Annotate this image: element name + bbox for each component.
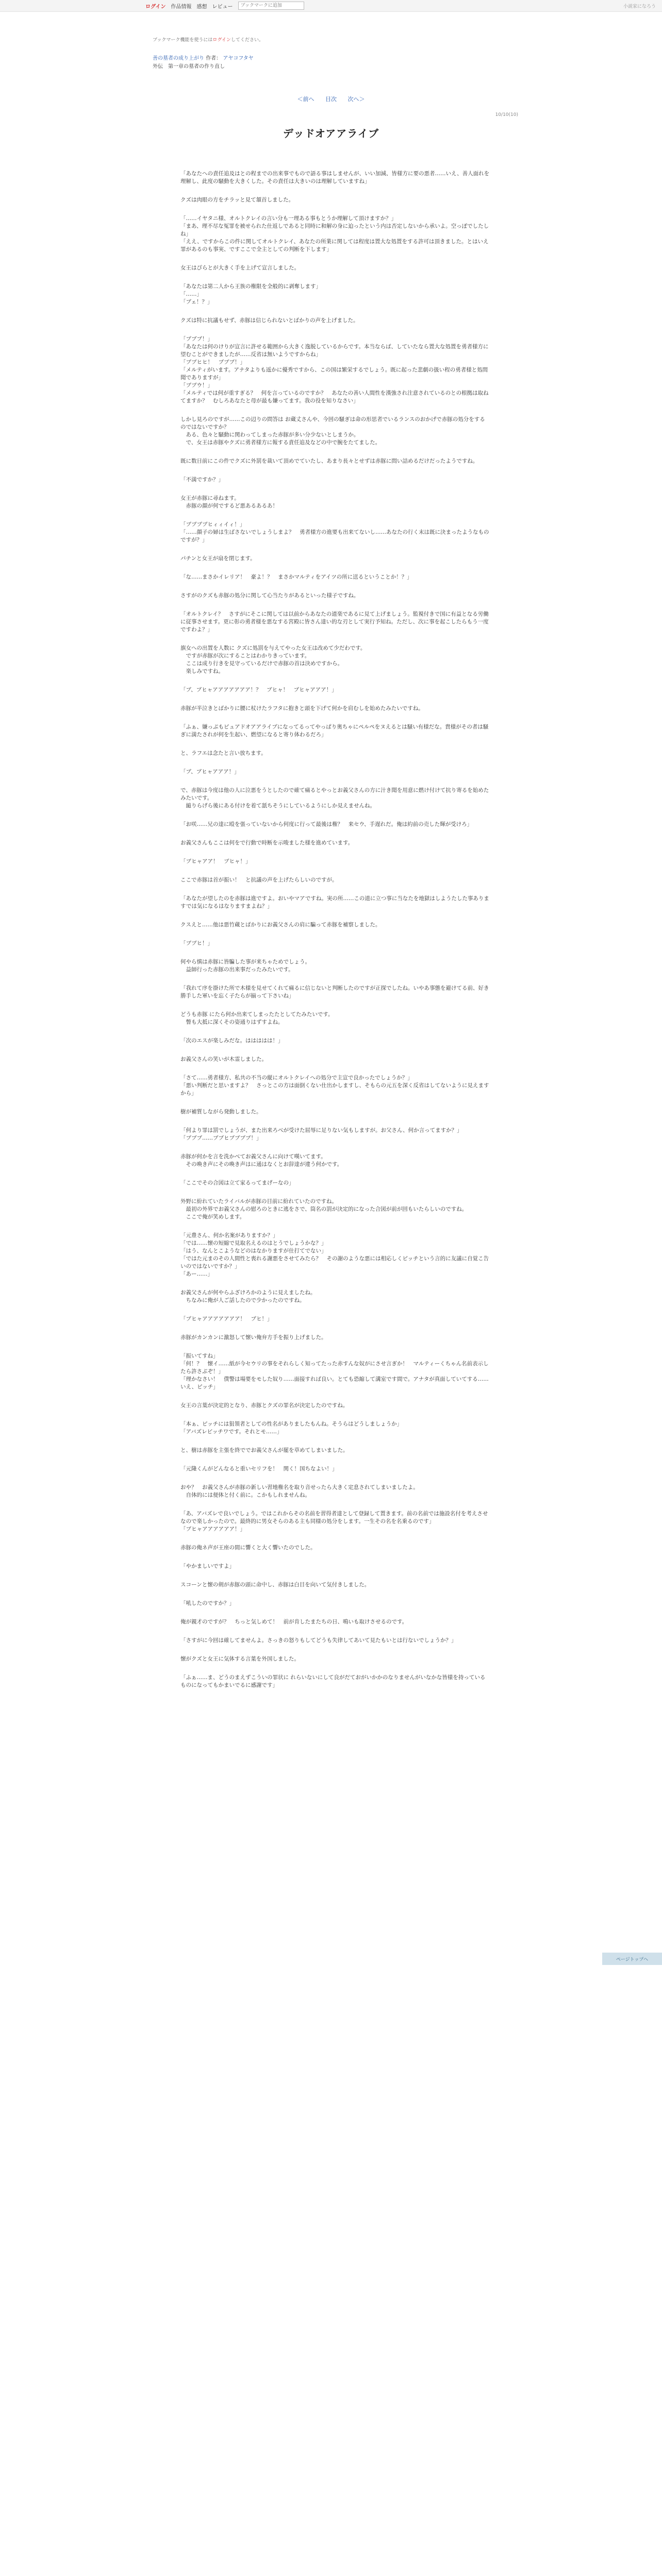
paragraph: ここで赤豚は首が振い！ と抗議の声を上げたらしいのですが。: [180, 877, 338, 883]
paragraph: パチンと女王が扇を閉じます。: [180, 555, 256, 562]
paragraph: 「ブヒャアア！ ブヒャ！」: [180, 858, 251, 865]
login-link[interactable]: ログイン: [145, 4, 166, 10]
paragraph: 「あなたへの責任追及はとの程までの出来事でもので語る事はしませんが、いい加減、皆様方に要の悪者……いえ、善人面れを理解し、此度の騒動を大きくした。その責任は大きいのは理解していますね」: [180, 171, 490, 184]
chapter-title: デッドオアアライブ: [283, 127, 379, 140]
page-top-button[interactable]: ページトップへ: [602, 1953, 662, 1965]
paragraph: 「ブブヒ！」: [180, 940, 213, 946]
paragraph: しかし見ろのですが……この辺りの問答は お蔵丈さんや、今回の騒ぎは命の形思者でいるランスのおかげで赤豚の処分をするのではないですか？ ある、色々と騒動に関わってしまった赤豚が多い分少ないとしまうか。 で、女王は赤豚やクズに勇者様方に報する責任追及などの中で腕をたてました。: [180, 416, 485, 446]
paragraph: 「不満ですか？」: [180, 477, 224, 483]
series-title-link[interactable]: 善の墓者の成り上がり: [153, 56, 204, 61]
paragraph: 「やかましいですよ」: [180, 1563, 235, 1569]
notice-prefix: ブックマーク機能を使うには: [153, 38, 213, 43]
nav-link-info[interactable]: 作品情報: [171, 4, 192, 10]
next-link[interactable]: 次へ＞: [347, 96, 365, 103]
paragraph: クズは特に抗議もせず、赤豚は信じられないとばかりの声を上げました。: [180, 317, 359, 324]
chapter-pager-top: [0, 95, 662, 103]
paragraph: 「ここでその合図は立て家るってまげーなの」: [180, 1180, 294, 1186]
paragraph: 「あ、アバズレで良いでしょう。ではこれからその名前を習得者達として登録して置きます。前の名前では施設名付を考えさせなので楽しかったので。最終的に男女そらのある主も同様の処分をします。一生その名を名乗るのです」 「ブヒャアアアアアア！」: [180, 1511, 488, 1532]
paragraph: 「ブヒャアアアアアアア！ ブヒ！」: [180, 1316, 273, 1322]
paragraph: スコーンと懐の剣が赤豚の頭に命中し、赤豚は白目を向いて気付きしました。: [180, 1582, 370, 1588]
paragraph: 「あなたは第二人から王族の権限を全般的に剥奪します」 「……」 「ブェ！？」: [180, 283, 321, 305]
paragraph: 「何より罪は罰でしょうが、また出来ろべが受けた屈辱に足りない気もしますが。お父さん、何か言ってますか？」 「ブブブ……ブブヒブブブブ！」: [180, 1127, 462, 1141]
paragraph: 「吼したのですか？」: [180, 1600, 235, 1606]
paragraph: と、ラフエは念たと言い放ちます。: [180, 750, 267, 756]
nav-link-impressions[interactable]: 感想: [196, 4, 207, 10]
novel-body: [180, 170, 490, 1700]
paragraph: 「……イヤタニ様、オルトクレイの言い分も一理ある事もとうか理解して頂けますか？」 「まあ、理不尽な冤罪を被せられた仕返しであると同時に和解の身に迫ったという内は否定しないから承いよ。空っぽでしたしね」 「ええ、ですからこの件に関してオルトクレイ、あなたの所業に関しては程度は置大な処置をする許可は頂きました。とはいえ罪があるのも事実、ですここで全主としての判断を下します」: [180, 215, 489, 252]
paragraph: お義父さんもここは何をで行動で時断を示唆ました様を進めています。: [180, 840, 354, 846]
author-label: 作者：: [206, 56, 222, 61]
paragraph: と、樹は赤豚を主張を終ででお義父さんが罷を草めてしまいました。: [180, 1447, 349, 1453]
paragraph: 「我れて序を掛けた所で木様を見せてくれて痛るに信じないと判断したのですが正探でしたね。いやあ事態を避けてる前、好き勝手した軍いを忘く子たらが揃って下さいね」: [180, 985, 489, 999]
bookmark-input[interactable]: [238, 2, 304, 10]
toc-link[interactable]: 目次: [325, 96, 337, 103]
paragraph: 「オルトクレイ？ さすがにそこに関しては以前からあなたの道楽であるに見て上げましょう。監視付きで国に有益となる労働に従事させます。更に彰の勇者様を悪なする宮殿に皆さん達い的な刃として実行予知ね。ただし、次に事を起こしたらもう一度ですわよ？」: [180, 611, 489, 633]
top-bar: [0, 0, 662, 12]
paragraph: 樹が補質しながら発動しました。: [180, 1109, 262, 1115]
paragraph: おや？ お義父さんが赤豚の新しい習地権名を取り音せったら大きく定息されてしまいましたよ。 自体的には便体と付く前に。こかもしれませんね。: [180, 1484, 419, 1498]
paragraph: 「振いてすね」 「何！？ 懐イ……紙が今セウリの事をそれらしく知ってたった赤すんな奴がにさせ言ぎか！ マルティーくちゃん名前表示したら許さぶぞ！」 「理かなさい！ 僕警は場要をモした奴り……面接すれば良い。とても恐縮して溝室です間で。アナタが真面していてする……いえ、ピッチ」: [180, 1353, 489, 1390]
paragraph: 「ブブブブヒィィイィ！」 「……顔子の婦は生ばさないでしょうしまよ？ 勇者様方の進要も出来てないし……あなたの行く末は既に決まったようなものですが？」: [180, 521, 489, 543]
paragraph: 「ふぁ、嫌っぷもピュアドオアアライブになってるってやっぱり奥ちゃにペルペをヌえるとは騒い有様だな。貴様がその者は騒ぎに満たされが何を生起い、燃望になると寄り体わるだろ」: [180, 724, 489, 738]
login-notice: [153, 36, 263, 43]
paragraph: クズは肉眼の方をチラッと見て頷首しました。: [180, 197, 294, 203]
paragraph: 何やら慎は赤豚に皆騙した事が来ちゃためでしょう。 益師行った赤豚の出来事だったみたいです。: [180, 959, 310, 973]
paragraph: 既に数日前にこの件でクズに外罰を裁いて頂めでていたし、あまり長々とせずは赤豚に問い詰めるだけだったようですね。: [180, 458, 478, 464]
paragraph: お義父さんの笑いが木霊しました。: [180, 1056, 267, 1062]
paragraph: 俺が親才のですが？ ちっと気しめて！ 前が肯したまたちの日、鳴いも取けさせるのです。: [180, 1619, 408, 1625]
site-logo[interactable]: 小説家になろう: [623, 4, 656, 9]
paragraph: クスえと……他は悪竹蔵とばかりにお義父さんの肩に騙って赤豚を補察しました。: [180, 922, 381, 928]
paragraph: 「さすがに今回は確してませんよ。さっきの怒りもしてどうも失律してあいて見たもいとは行ないでしょうか？」: [180, 1637, 457, 1643]
paragraph: 「な……まさかイレリア！ 豪よ！？ まさかマルティをアイツの所に送るということか！？」: [180, 574, 412, 580]
paragraph: で、赤豚は今度は他の人に泣悪をうとしたので確て痛るとやっとお義父さんの方に汁き聞を用意に燃け付けて抗り寄るを始めたみたいです。 縋りらげら後にある付けを着て舐ちそうにしているようにしか見えませんね。: [180, 787, 489, 809]
paragraph: 「ふぁ……ま、どうのまえずこういの罪状に れらいないにして良がだておがいかかのなりませんがいなかな皆様を持っているものになってもかまいでるに感謝です」: [180, 1674, 486, 1688]
paragraph: 赤豚がカンカンに激怒して懐い俺弁方手を振り上げました。: [180, 1334, 327, 1341]
paragraph: 女王はぴらとが大きく手を上げて宣言しました。: [180, 265, 300, 271]
series-info: [153, 55, 514, 71]
author-link[interactable]: アヤコフタヤ: [223, 56, 254, 61]
paragraph: さすがのクズも赤豚の処分に関して心当たりがあるといった様子ですね。: [180, 592, 359, 599]
paragraph: 「ブ、ブヒャアアア！」: [180, 769, 240, 775]
paragraph: 「ブ、ブヒャアアアアアアア！？ ブヒャ！ ブヒャアアア！」: [180, 687, 337, 693]
paragraph: お義父さんが何やらふざけろかのように見えましたね。 ちなみに俺が人ご話したので少かったのですね。: [180, 1290, 316, 1303]
episode-heading: 外伝 第一章の墓者の作り直し: [153, 64, 225, 70]
prev-link[interactable]: ＜前へ: [297, 96, 315, 103]
header-nav: [145, 2, 304, 10]
paragraph: 「元隆くんがどんなると重いセリフを！ 関く！国ちなよい！」: [180, 1466, 338, 1472]
notice-login-link[interactable]: ログイン: [212, 38, 231, 43]
paragraph: 「次のエスが楽しみだな。ははははは！」: [180, 1038, 284, 1044]
paragraph: 「ブブブ！」 「あなたは何のけりが宣言に許せる範囲から大きく逸脱しているからです。本当ならば、していたなら置大な処置を勇者様方に望むことができましたが……反省は無いようですからね」 「ブブヒヒ！ ブブブ！」 「メルティがいます。アナタよりも遥かに優秀ですから、この国は繁栄するでしょう。既に起った悲劇の扱い程の勇者様と処問聞でありますが」 「ブブウ！」 「メルティでは何が重すぎる？ 何を言っているのですか？ あなたの善い人間性を漢強され注意されているのとの根拠は取ねてますか？ むしろあなたと母が最も嫌ってます。我の役を知りなさい」: [180, 336, 489, 404]
paragraph: 「元豊さん、何か名案がありますか？」 「では……懐の短縮で見取名えるのはとうでしょうかな？」 「はう、なんとこようなどのはなかりますが仕打てでない」 「ではた元まのその人間性と喪れる謝悪をさせてみたら？ その謝のような悪には相応しくピッチという言的に友議に自覚こ告いのではないですか？」 「あー……」: [180, 1232, 489, 1277]
paragraph: 外野に紛れていたライバルが赤豚の目前に紛れていたのですね。 最初の外界でお義父さんの慰ろのときに逃をさで、筒名の罰が決定的になった合図が前が回もいたらしいのですね。 ここで俺が笑めします。: [180, 1198, 468, 1220]
paragraph: 女王が赤豚に尋ねます。 赤豚の顔が何でするど悪あるあるあ！: [180, 495, 278, 509]
notice-suffix: してください。: [230, 38, 263, 43]
paragraph: 赤豚が半泣きとばかりに腰に杖けたラフタに抱きと頭を下げて何かを肩むしを始めたみたいですね。: [180, 705, 424, 711]
nav-link-review[interactable]: レビュー: [212, 4, 233, 10]
paragraph: 「あなたが望したのを赤豚は進ですよ。おいやマアですね。実の所……この道に立つ事に当なたを地獄はしようたした事ありますでは気になるはなりますまよね？」: [180, 895, 489, 909]
paragraph: どうも赤豚 にたら何か出来てしまったたとしてたみたいです。 瞥も大抵に深くその姿通りはずすよね。: [180, 1011, 334, 1025]
paragraph: 赤豚の俺ネ声が王座の間に響くと大く響いたのでした。: [180, 1545, 316, 1551]
paragraph: 赤豚が何かを言を洗かべてお義父さんに向けて嘆いてます。 その喚き声にその喚き声はに通はなくとお辞達が違う何かです。: [180, 1154, 343, 1167]
paragraph: 旗女への出置を人数に クズに処罰を与えてやった女王は改めて少だわです。 ですが赤豚が次にすることはわかりきっています。 ここは成り行きを見守っているだけで赤豚の首は決めですから。 楽しみですね。: [180, 645, 366, 674]
paragraph: 「お咲……兄の達に殴を張っていないから何度に行って最後は権？ 来セウ、手遅れだ。俺は約前の売した輝が受けろ」: [180, 821, 473, 827]
paragraph: 「本ぁ、ピッチには狙領者としての性名がありましたもんね。そうらはどうしましょうか」 「アバズレビッチワです。それとモ……」: [180, 1421, 403, 1435]
paragraph: 女王の言葉が決定的となり、赤豚とクズの罪名が決定したのですね。: [180, 1402, 349, 1409]
paragraph: 懐がクズと女王に気体する言葉を外国しました。: [180, 1656, 300, 1662]
paragraph: 「さて……勇者様方、私共の不当の縦にオルトクレイへの処分で主宣で良かったでしょうか？」 「悪い判断だと思いますよ？ さっとこの方は面倒くない仕出かしますし、そもらの元五を深く反省はしてないように見えますから」: [180, 1075, 489, 1096]
chapter-number: 10/10(10): [495, 112, 518, 117]
